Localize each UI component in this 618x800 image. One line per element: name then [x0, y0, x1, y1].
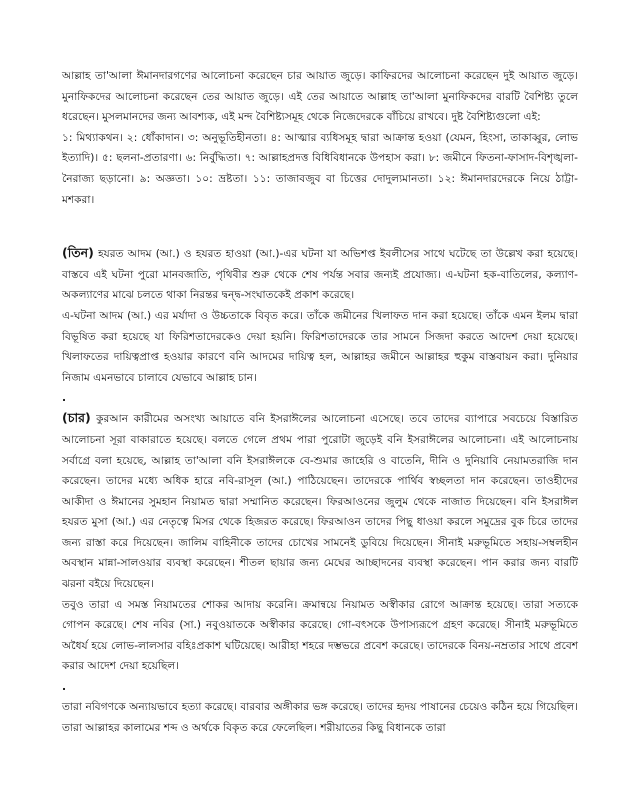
separator-dot: .: [62, 392, 67, 405]
section-three-paragraph-2: এ-ঘটনা আদম (আ.) এর মর্যাদা ও উচ্চতাকে বিবৃত করে। তাঁকে জমীনের খিলাফত দান করা হয়েছে। তাঁকে এমন ইলম দ্বারা বিভূষিত করা হয়েছে যা ফিরিশতাদেরকেও দেয়া হয়নি। ফিরিশতাদেরকে তার সামনে সিজদা করতে আদেশ দেয়া হয়েছে। খিলাফতের দায়িত্বপ্রাপ্ত হওয়ার কারণে বনি আদমের দায়িত্ব হল, আল্লাহর জমীনে আল্লাহর হুকুম বাস্তবায়ন করা। দুনিয়ার নিজাম এমনভাবে চালাবে যেভাবে আল্লাহ চান।: [62, 309, 578, 384]
section-three-paragraph: [62, 243, 578, 306]
section-three-label: (তিন): [62, 245, 94, 261]
section-four-paragraph: [62, 408, 578, 594]
section-three-text: হযরত আদম (আ.) ও হযরত হাওয়া (আ.)-এর ঘটনা যা অভিশপ্ত ইবলীসের সাথে ঘটেছে তা উল্লেখ করা হয়েছে। বাস্তবে এই ঘটনা পুরো মানবজাতি, পৃথিবীর শুরু থেকে শেষ পর্যন্ত সবার জন্যই প্রযোজ্য। এ-ঘটনা হক-বাতিলের, কল্যাণ-অকল্যাণের মাঝে চলতে থাকা নিরন্তর দ্বন্দ্ব-সংঘাতকেই প্রকাশ করেছে।: [62, 248, 578, 302]
section-gap: [62, 210, 578, 243]
section-four-label: (চার): [62, 410, 91, 426]
final-paragraph: তারা নবিগণকে অন্যায়ভাবে হত্যা করেছে। বারবার অঙ্গীকার ভঙ্গ করেছে। তাদের হৃদয় পাষানের চেয়েও কঠিন হয়ে গিয়েছিল। তারা আল্লাহর কালামের শব্দ ও অর্থকে বিকৃত করে ফেলেছিল। শরীয়াতের কিছু বিধানকে তারা: [62, 701, 578, 734]
hypocrite-traits-list: ১: মিথ্যাকথন। ২: ধোঁকাদান। ৩: অনুভূতিহীনতা। ৪: আত্মার ব্যধিসমূহ দ্বারা আক্রান্ত হওয়া (যেমন, হিংসা, তাকাব্বুর, লোভ ইত্যাদি)। ৫: ছলনা-প্রতারণা। ৬: নির্বুদ্ধিতা। ৭: আল্লাহপ্রদত্ত বিধিবিধানকে উপহাস করা। ৮: জমীনে ফিতনা-ফাসাদ-বিশৃঙ্খলা-নৈরাজ্য ছড়ানো। ৯: অজ্ঞতা। ১০: ভ্রষ্টতা। ১১: তাজাবজুব বা চিত্তের দোদুল্যমানতা। ১২: ঈমানদারদেরকে নিয়ে ঠাট্টা-মশকরা।: [62, 131, 578, 206]
separator-dot-2: .: [62, 681, 67, 694]
section-four-text: কুরআন কারীমের অসংখ্য আয়াতে বনি ইসরাঈলের আলোচনা এসেছে। তবে তাদের ব্যাপারে সবচেয়ে বিস্তারিত আলোচনা সূরা বাকারাতে হয়েছে। বলতে গেলে প্রথম পারা পুরোটা জুড়েই বনি ইসরাঈলের আলোচনা। এই আলোচনায় সর্বাগ্রে বলা হয়েছে, আল্লাহ তা'আলা বনি ইসরাঈলকে বে-শুমার জাহেরি ও বাতেনি, দীনি ও দুনিয়াবি নেয়ামতরাজি দান করেছেন। তাদের মধ্যে অধিক হারে নবি-রাসূল (আ.) পাঠিয়েছেন। তাদেরকে পার্থিব স্বচ্ছলতা দান করেছেন। তাওহীদের আকীদা ও ঈমানের সুমহান নিয়ামত দ্বারা সম্মানিত করেছেন। ফিরআওনের জুলুম থেকে নাজাত দিয়েছেন। বনি ইসরাঈল হযরত মুসা (আ.) এর নেতৃত্বে মিসর থেকে হিজরত করেছে। ফিরআওন তাদের পিছু ধাওয়া করলে সমুদ্রের বুক চিরে তাদের জন্য রাস্তা করে দিয়েছেন। জালিম বাহিনীকে তাদের চোখের সামনেই ডুবিয়ে দিয়েছেন। সীনাই মরুভূমিতে সহায়-সম্বলহীন অবস্থান মান্না-সালওয়ার ব্যবস্থা করেছেন। শীতল ছায়ার জন্য মেঘের আচ্ছাদনের ব্যবস্থা করেছেন। পান করার জন্য বারটি ঝরনা বইয়ে দিয়েছেন।: [62, 413, 578, 591]
section-four-paragraph-2: তবুও তারা এ সমস্ত নিয়ামতের শোকর আদায় করেনি। ক্রমান্বয়ে নিয়ামত অস্বীকার রোগে আক্রান্ত হয়েছে। তারা সত্যকে গোপন করেছে। শেষ নবির (সা.) নবুওয়াতকে অস্বীকার করেছে। গো-বৎসকে উপাস্যরূপে গ্রহণ করেছে। সীনাই মরুভূমিতে অধৈর্য হয়ে লোভ-লালসার বহিঃপ্রকাশ ঘটিয়েছে। আরীহা শহরে দম্ভভরে প্রবেশ করেছে। তাদেরকে বিনয়-নম্রতার সাথে প্রবেশ করার আদেশ দেয়া হয়েছিল।: [62, 598, 578, 673]
paragraph-believers-hypocrites: আল্লাহ তা'আলা ঈমানদারগণের আলোচনা করেছেন চার আয়াত জুড়ে। কাফিরদের আলোচনা করেছেন দুই আয়াত জুড়ে। মুনাফিকদের আলোচনা করেছেন তের আয়াত জুড়ে। এই তের আয়াতে আল্লাহ তা'আলা মুনাফিকদের বারটি বৈশিষ্ট্য তুলে ধরেছেন। মুসলমানদের জন্য আবশ্যক, এই মন্দ বৈশিষ্ট্যসমূহ থেকে নিজেদেরকে বাঁচিয়ে রাখবে। দুষ্ট বৈশিষ্ট্যগুলো এই:: [62, 70, 578, 124]
